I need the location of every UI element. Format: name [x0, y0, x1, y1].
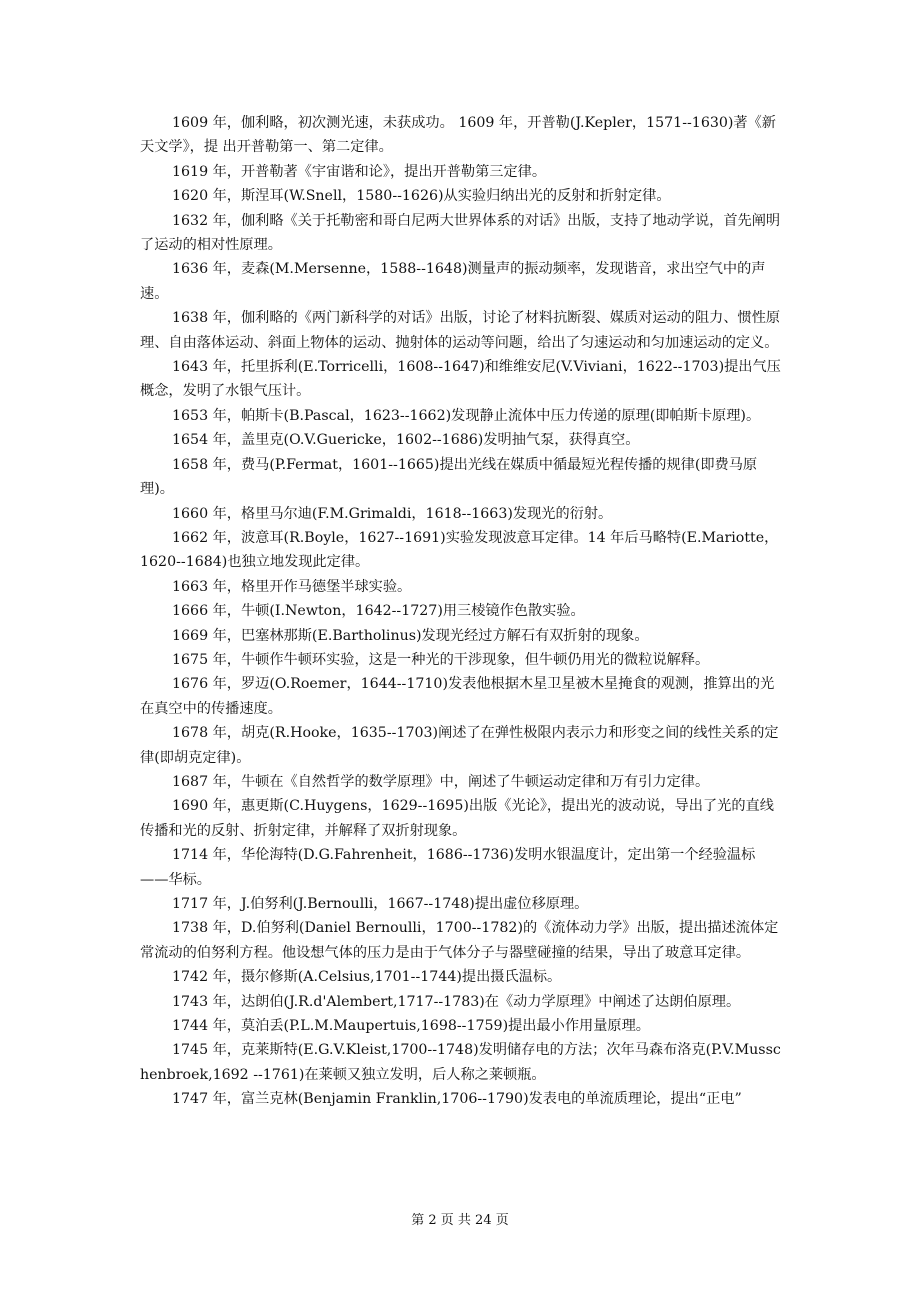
paragraph: 1658 年，费马(P.Fermat，1601--1665)提出光线在媒质中循最短光程传播的规律(即费马原理)。 [140, 456, 758, 498]
paragraph: 1690 年，惠更斯(C.Huygens，1629--1695)出版《光论》，提出光的波动说，导出了光的直线传播和光的反射、折射定律，并解释了双折射现象。 [140, 798, 774, 839]
paragraph: 1619 年，开普勒著《宇宙谐和论》，提出开普勒第三定律。 [172, 163, 547, 180]
paragraph: 1745 年，克莱斯特(E.G.V.Kleist,1700--1748)发明储存电的方法；次年马森布洛克(P.V.Musschenbroek,1692 --1761)在莱顿又独立发明，后人称之莱顿瓶。 [140, 1042, 781, 1083]
paragraph: 1676 年，罗迈(O.Roemer，1644--1710)发表他根据木星卫星被木星掩食的观测，推算出的光在真空中的传播速度。 [140, 676, 775, 717]
document-body [140, 111, 782, 1112]
paragraph: 1717 年，J.伯努利(J.Bernoulli，1667--1748)提出虚位移原理。 [172, 896, 589, 912]
paragraph: 1636 年，麦森(M.Mersenne，1588--1648)测量声的振动频率，发现谐音，求出空气中的声速。 [140, 261, 766, 302]
page-footer: 第 2 页 共 24 页 [411, 1213, 509, 1228]
paragraph: 1653 年，帕斯卡(B.Pascal，1623--1662)发现静止流体中压力传递的原理(即帕斯卡原理)。 [172, 407, 761, 424]
paragraph: 1638 年，伽利略的《两门新科学的对话》出版，讨论了材料抗断裂、媒质对运动的阻力、惯性原理、自由落体运动、斜面上物体的运动、抛射体的运动等问题，给出了匀速运动和匀加速运动的定义。 [140, 310, 781, 351]
paragraph: 1620 年，斯涅耳(W.Snell，1580--1626)从实验归纳出光的反射和折射定律。 [172, 188, 671, 205]
paragraph: 1675 年，牛顿作牛顿环实验，这是一种光的干涉现象，但牛顿仍用光的微粒说解释。 [172, 651, 710, 668]
paragraph: 1744 年，莫泊丢(P.L.M.Maupertuis,1698--1759)提出最小作用量原理。 [172, 1018, 650, 1035]
paragraph: 1660 年，格里马尔迪(F.M.Grimaldi，1618--1663)发现光的衍射。 [172, 505, 613, 522]
paragraph: 1632 年，伽利略《关于托勒密和哥白尼两大世界体系的对话》出版，支持了地动学说，首先阐明了运动的相对性原理。 [140, 212, 781, 254]
paragraph: 1669 年，巴塞林那斯(E.Bartholinus)发现光经过方解石有双折射的现象。 [172, 627, 649, 644]
paragraph: 1643 年，托里拆利(E.Torricelli，1608--1647)和维维安尼(V.Viviani，1622--1703)提出气压概念，发明了水银气压计。 [140, 359, 781, 400]
paragraph: 1666 年，牛顿(I.Newton，1642--1727)用三棱镜作色散实验。 [172, 603, 585, 620]
paragraph: 1714 年，华伦海特(D.G.Fahrenheit，1686--1736)发明水银温度计，定出第一个经验温标——华标。 [140, 847, 756, 888]
paragraph: 1738 年，D.伯努利(Daniel Bernoulli，1700--1782)的《流体动力学》出版，提出描述流体定常流动的伯努利方程。他设想气体的压力是由于气体分子与器壁碰撞的结果，导出了玻意耳定律。 [140, 920, 779, 961]
paragraph: 1687 年，牛顿在《自然哲学的数学原理》中，阐述了牛顿运动定律和万有引力定律。 [172, 773, 710, 790]
paragraph: 1747 年，富兰克林(Benjamin Franklin,1706--1790)发表电的单流质理论，提出“正电” [172, 1091, 742, 1108]
paragraph: 1743 年，达朗伯(J.R.d'Alembert,1717--1783)在《动力学原理》中阐述了达朗伯原理。 [172, 993, 741, 1010]
paragraph: 1662 年，波意耳(R.Boyle，1627--1691)实验发现波意耳定律。14 年后马略特(E.Mariotte，1620--1684)也独立地发现此定律。 [140, 529, 779, 571]
paragraph: 1678 年，胡克(R.Hooke，1635--1703)阐述了在弹性极限内表示力和形变之间的线性关系的定律(即胡克定律)。 [140, 725, 779, 766]
paragraph: 1663 年，格里开作马德堡半球实验。 [172, 578, 412, 595]
paragraph: 1742 年，摄尔修斯(A.Celsius,1701--1744)提出摄氏温标。 [172, 969, 562, 986]
paragraph: 1609 年，伽利略，初次测光速，未获成功。 1609 年，开普勒(J.Kepler，1571--1630)著《新天文学》，提 出开普勒第一、第二定律。 [140, 115, 776, 156]
paragraph: 1654 年，盖里克(O.V.Guericke，1602--1686)发明抽气泵，获得真空。 [172, 432, 640, 449]
